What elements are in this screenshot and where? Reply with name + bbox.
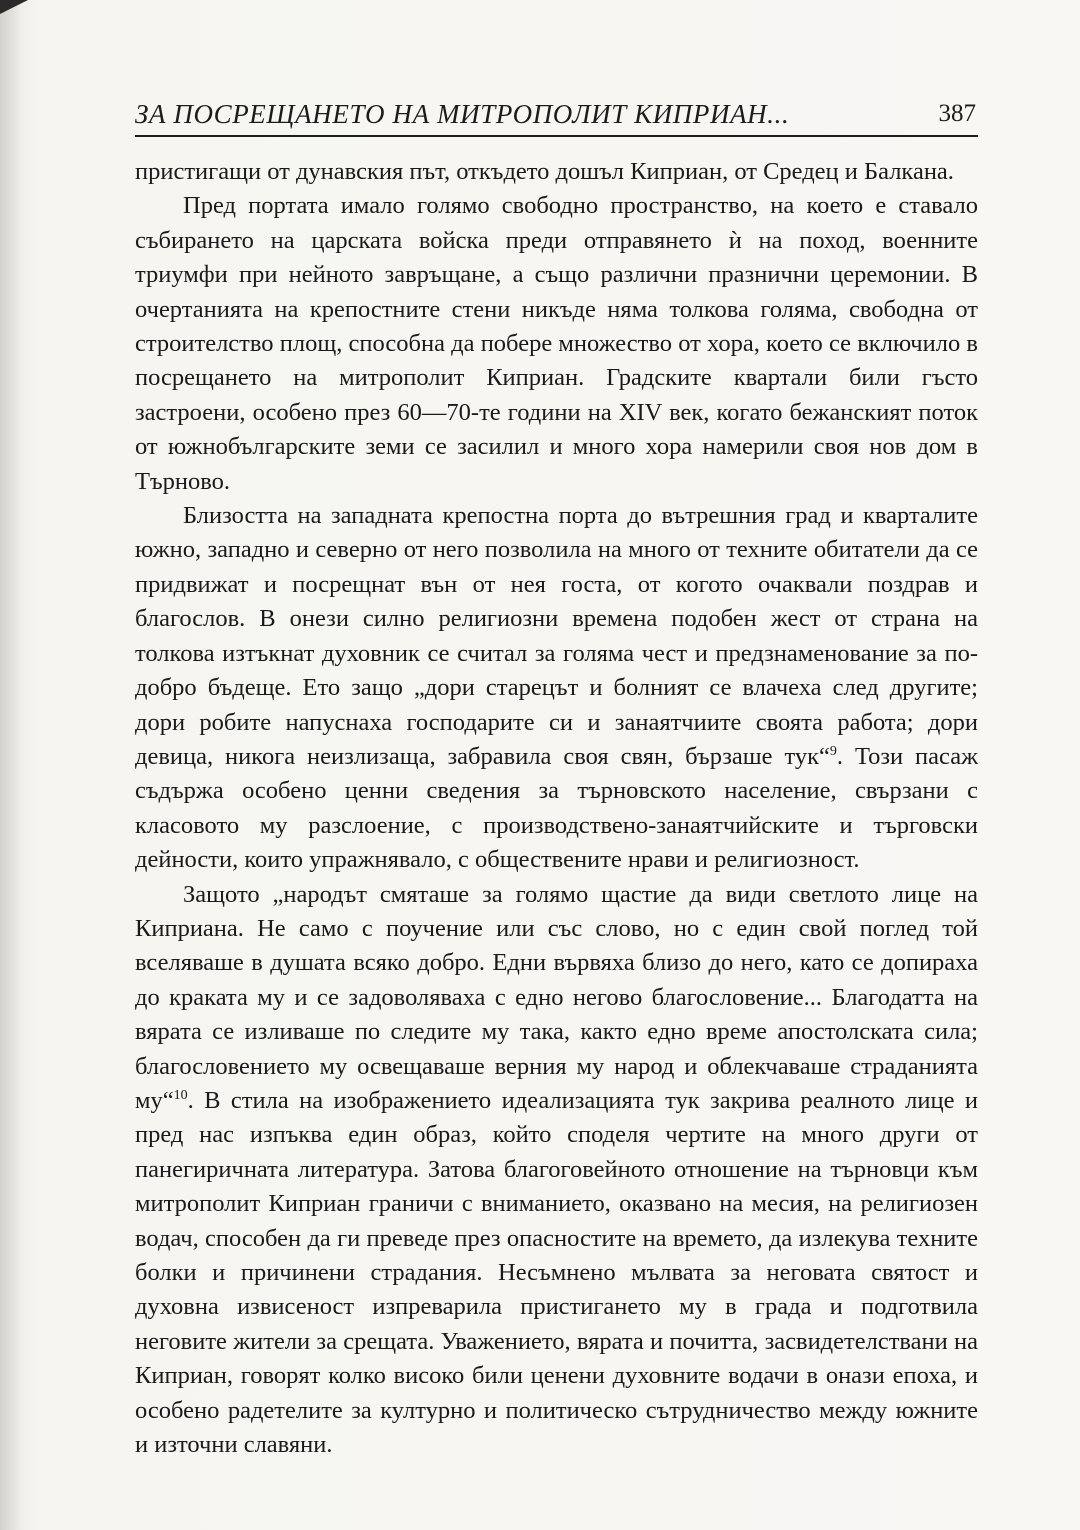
header-rule <box>135 135 978 137</box>
running-head-title: ЗА ПОСРЕЩАНЕТО НА МИТРОПОЛИТ КИПРИАН... <box>135 99 790 129</box>
paragraph-4 <box>135 878 978 1463</box>
footnote-ref-10: 10 <box>173 1087 188 1103</box>
paragraph-1: пристигащи от дунавския път, откъдето дошъл Киприан, от Средец и Балкана. <box>135 158 954 185</box>
footnote-ref-9: 9 <box>829 743 837 759</box>
paragraph-4-text-before: Защото „народът смяташе за голямо щастие да види светлото лице на Киприана. Не само с поучение или със слово, но с един свой поглед той вселяваше в душата всяко добро. Едни вървяха близо до него, като се допираха до краката му и се задоволяваха с едно негово благословение... Благодатта на вярата се изливаше по следите му така, както едно време апостолската сила; благословението му освещаваше верния му народ и облекчаваше страданията му“ <box>135 880 978 1114</box>
paragraph-2: Пред портата имало голямо свободно пространство, на което е ставало събирането на царската войска преди отправянето ѝ на поход, военните триумфи при нейното завръщане, а също различни празнични церемонии. В очертанията на крепостните стени никъде няма толкова голяма, свободна от строителство площ, способна да побере множество от хора, което се включило в посрещането на митрополит Киприан. Градските квартали били гъсто застроени, особено през 60—70-те години на XIV век, когато бежанският поток от южнобългарските земи се засилил и много хора намерили своя нов дом в Търново. <box>135 192 978 495</box>
scan-gutter-shadow <box>0 0 22 1530</box>
paragraph-3-text-before: Близостта на западната крепостна порта до вътрешния град и кварталите южно, западно и северно от него позволила на много от техните обитатели да се придвижат и посрещнат вън от нея госта, от когото очаквали поздрав и благослов. В онези силно религиозни времена подобен жест от страна на толкова изтъкнат духовник се считал за голяма чест и предзнаменование за по-добро бъдеще. Ето защо „дори старецът и болният се влачеха след другите; дори робите напуснаха господарите си и занаятчиите своята работа; дори девица, никога неизлизаща, забравила своя свян, бързаше тук“ <box>135 502 978 770</box>
scan-corner-mark <box>0 0 28 14</box>
page-number: 387 <box>938 100 976 127</box>
body-text <box>135 155 978 1462</box>
paragraph-3-text-after: . Този пасаж съдържа особено ценни сведения за търновското население, свързани с класовото му разслоение, с производствено-занаятчийските и търговски дейности, които упражнявало, с обществените нрави и религиозност. <box>135 742 979 874</box>
paragraph-3 <box>135 499 978 877</box>
paragraph-4-text-after: . В стила на изображението идеализацията тук закрива реалното лице и пред нас изпъква един образ, който споделя чертите на много други от панегиричната литература. Затова благоговейното отношение на търновци към митрополит Киприан граничи с вниманието, оказвано на месия, на религиозен водач, способен да ги преведе през опасностите на времето, да излекува техните болки и причинени страдания. Несъмнено мълвата за неговата святост и духовна извисеност изпреварила пристигането му в града и подготвила неговите жители за срещата. Уважението, вярата и почитта, засвидетелствани на Киприан, говорят колко високо били ценени духовните водачи в онази епоха, и особено радетелите за културно и политическо сътрудничество между южните и източни славяни. <box>135 1086 978 1459</box>
running-head <box>135 99 978 139</box>
